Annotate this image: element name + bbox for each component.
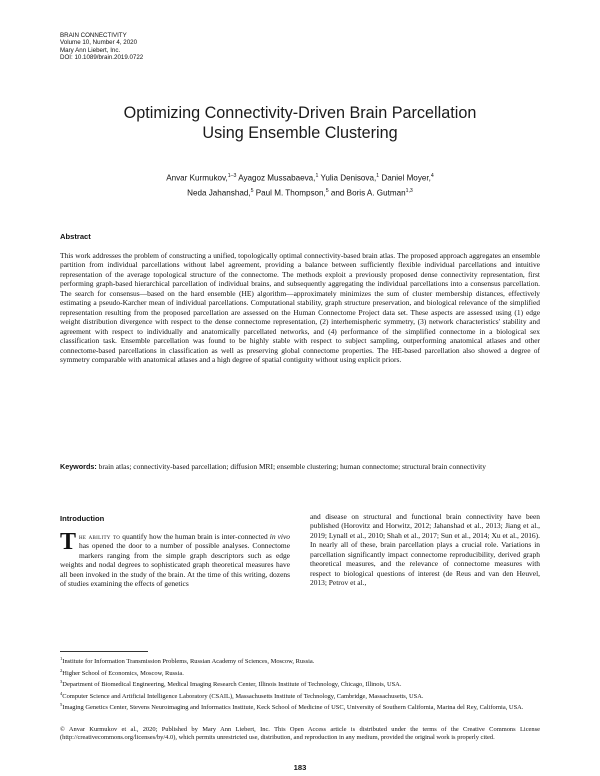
author-name: Ayagoz Mussabaeva, [238, 173, 316, 183]
footnote-number: 5 [60, 702, 63, 708]
page-number: 183 [293, 763, 307, 772]
keywords-label: Keywords: [60, 462, 97, 471]
footnote-text: Computer Science and Artificial Intelligence Laboratory (CSAIL), Massachusetts Institute of Technology, Cambridge, Massachusetts, USA. [62, 692, 424, 700]
affiliation-footnotes [60, 655, 540, 713]
affiliation-mark: 5 [250, 188, 254, 195]
footnote [60, 678, 540, 690]
journal-header [60, 32, 143, 62]
footnote-number: 4 [60, 690, 63, 696]
title-line-2: Using Ensemble Clustering [202, 124, 398, 142]
introduction-heading: Introduction [60, 514, 105, 523]
affiliation-mark: 4 [430, 173, 434, 179]
journal-name: BRAIN CONNECTIVITY [60, 32, 127, 39]
footnote-text: Imaging Genetics Center, Stevens Neuroimaging and Informatics Institute, Keck School of Medicine of USC, University of Southern California, Marina del Rey, California, USA. [62, 704, 524, 712]
footnote [60, 667, 540, 679]
author-list [80, 170, 520, 200]
intro-text: quantify how the human brain is inter-connected [122, 532, 268, 541]
author-name: Anvar Kurmukov, [166, 173, 228, 183]
author-name: Paul M. Thompson, [255, 188, 326, 198]
keywords [60, 462, 540, 471]
footnote-text: Institute for Information Transmission Problems, Russian Academy of Sciences, Moscow, Russia. [62, 658, 315, 666]
author-name: Neda Jahanshad, [187, 188, 251, 198]
affiliation-mark: 1 [315, 173, 319, 179]
footnote-number: 3 [60, 679, 63, 685]
footnote [60, 690, 540, 702]
intro-paragraph: and disease on structural and functional brain connectivity have been published (Horovitz and Horwitz, 2012; Jahanshad et al., 2013; Jiang et al., 2019; Lynall et al., 2010; Shah et al., 2017; Sun et al., 2014; Xu et al., 2016). In nearly all of these, brain parcellation plays a crucial role. Variations in parcellation significantly impact connectome reproducibility, derived graph theoretical measures, and the relevance of connectome measures with respect to biological questions of interest (de Reus and van den Heuvel, 2013; Petrov et al., [310, 512, 540, 588]
left-column [60, 529, 291, 589]
drop-cap: T [60, 529, 77, 555]
author-name: and Boris A. Gutman [330, 188, 406, 198]
author-name: Daniel Moyer, [381, 173, 431, 183]
intro-italic: in vivo [269, 532, 291, 541]
author-name: Yulia Denisova, [320, 173, 377, 183]
journal-volume: Volume 10, Number 4, 2020 [60, 39, 138, 47]
doi[interactable]: DOI: 10.1089/brain.2019.0722 [60, 54, 144, 62]
affiliation-mark: 1 [376, 173, 380, 179]
affiliation-mark: 1,3 [405, 188, 413, 195]
intro-text: has opened the door to a number of possible analyses. Connectome markers ranging from the simple graph descriptors such as edge weights and nodal degrees to sophisticated graph theoretical measures have all been invoked in the study of the brain. At the time of this writing, dozens of studies examining the effects of genetics [60, 541, 290, 589]
publisher-name: Mary Ann Liebert, Inc. [60, 46, 121, 54]
affiliation-mark: 1–3 [227, 173, 237, 179]
footnote-number: 1 [60, 656, 63, 661]
right-column [310, 512, 540, 588]
license-text: © Anvar Kurmukov et al., 2020; Published by Mary Ann Liebert, Inc. This Open Access article is distributed under the terms of the Creative Commons License (http://creativecommons.org/licenses/by/4.0), which permits unrestricted use, distribution, and reproduction in any medium, provided the original work is properly cited. [60, 726, 540, 742]
footnote [60, 655, 540, 667]
footnote-divider [60, 651, 148, 652]
footnote-text: Higher School of Economics, Moscow, Russia. [62, 669, 184, 677]
footnote [60, 701, 540, 713]
title-line-1: Optimizing Connectivity-Driven Brain Parcellation [123, 104, 477, 122]
abstract-text: This work addresses the problem of constructing a unified, topologically optimal connectivity-based brain atlas. The proposed approach aggregates an ensemble partition from individual parcellations without label agreement, providing a balance between sufficiently flexible individual parcellations and intuitive representation of the average topological structure of the connectome. The methods exploit a previously proposed dense connectivity representation, first performing graph-based hierarchical parcellation of individual brains, and subsequently aggregating the individual parcellations into a consensus parcellation. The search for consensus—based on the hard ensemble (HE) algorithm—approximately minimizes the sum of cluster membership distances, effectively estimating a pseudo-Karcher mean of individual parcellations. Computational stability, graph structure preservation, and biological relevance of the simplified representation resulting from the proposed parcellation are assessed on the Human Connectome Project data set. These aspects are assessed using (1) edge weight distribution divergence with respect to the dense connectome representation, (2) interhemispheric symmetry, (3) network characteristics' stability and agreement with respect to individually and anatomically parcellated networks, and (4) performance of the simplified connectome in a biological sex classification task. Ensemble parcellation was found to be highly stable with respect to subject sampling, outperforming anatomical atlases and other connectome-based parcellations in classification as well as preserving global connectome properties. The HE-based parcellation also showed a degree of symmetry comparable with anatomical atlases and a high degree of spatial contiguity without using explicit priors. [60, 251, 540, 364]
footnote-text: Department of Biomedical Engineering, Medical Imaging Research Center, Illinois Institute of Technology, Chicago, Illinois, USA. [62, 681, 402, 689]
footnote-number: 2 [60, 667, 63, 673]
intro-small-caps: he ability to [79, 532, 121, 541]
affiliation-mark: 5 [325, 188, 329, 195]
keywords-text: brain atlas; connectivity-based parcellation; diffusion MRI; ensemble clustering; human connectome; structural brain connectivity [98, 462, 486, 471]
article-title [60, 103, 540, 143]
abstract-heading: Abstract [60, 232, 91, 241]
